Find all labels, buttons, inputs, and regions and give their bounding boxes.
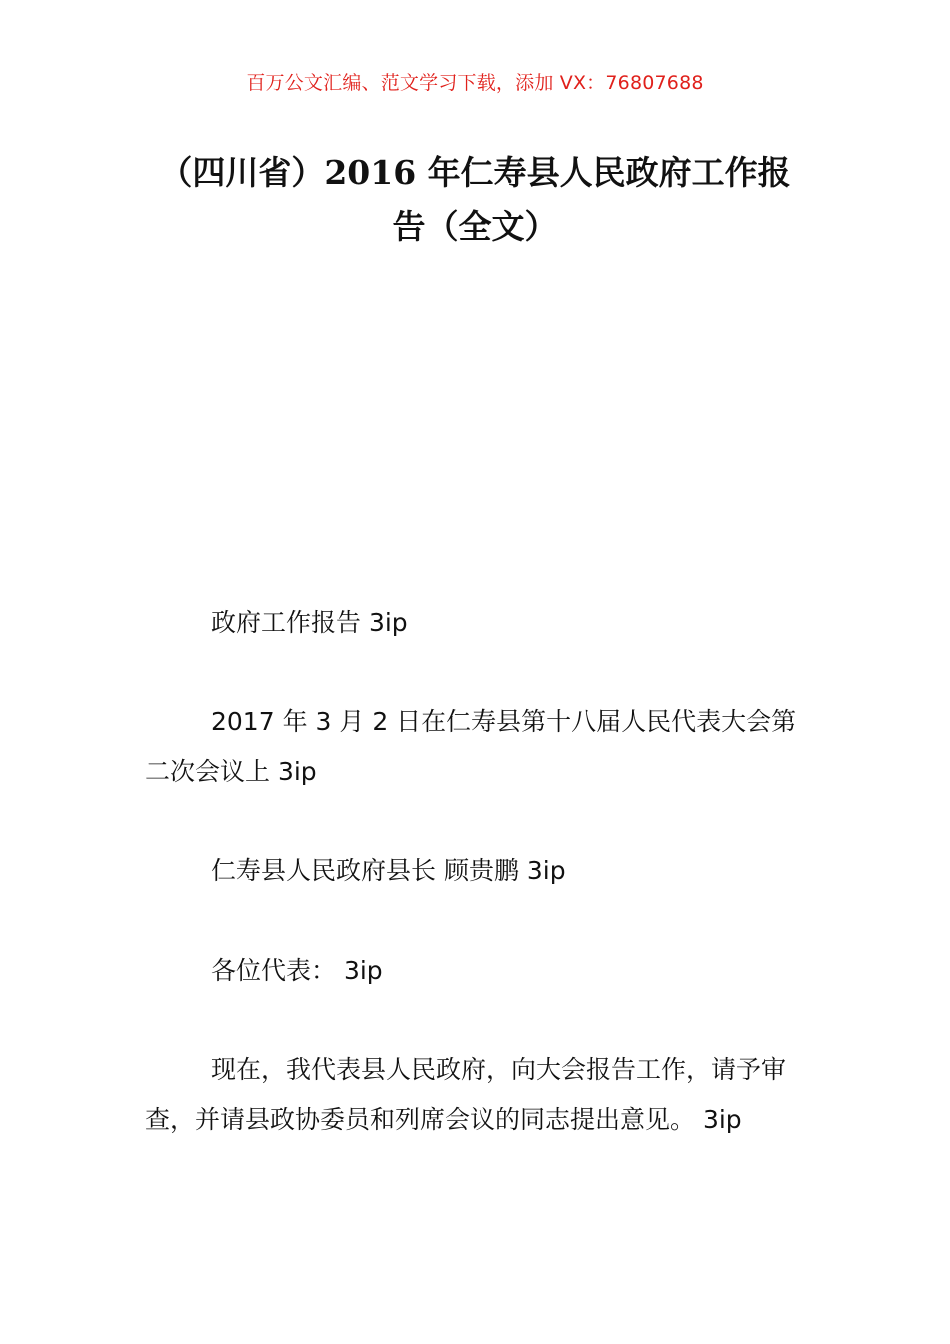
paragraph-opening <box>145 1045 810 1145</box>
paragraph-text: 政府工作报告 3ip <box>211 608 408 637</box>
paragraph-text: 2017 年 3 月 2 日在仁寿县第十八届人民代表大会第二次会议上 3ip <box>145 707 797 786</box>
paragraph-speaker <box>145 846 810 896</box>
paragraph-salutation <box>145 946 810 996</box>
paragraph-text: 现在，我代表县人民政府，向大会报告工作，请予审查，并请县政协委员和列席会议的同志提出意见。 3ip <box>145 1055 787 1134</box>
document-title <box>140 146 810 254</box>
header-watermark-note: 百万公文汇编、范文学习下载，添加 VX：76807688 <box>246 72 704 94</box>
paragraph-meeting-date <box>145 697 810 797</box>
title-line-1: （四川省）2016 年仁寿县人民政府工作报 <box>159 153 791 192</box>
title-line-2: 告（全文） <box>392 207 558 246</box>
paragraph-text: 仁寿县人民政府县长 顾贵鹏 3ip <box>211 856 566 885</box>
paragraph-report-heading <box>145 598 810 648</box>
paragraph-text: 各位代表： 3ip <box>211 956 383 985</box>
